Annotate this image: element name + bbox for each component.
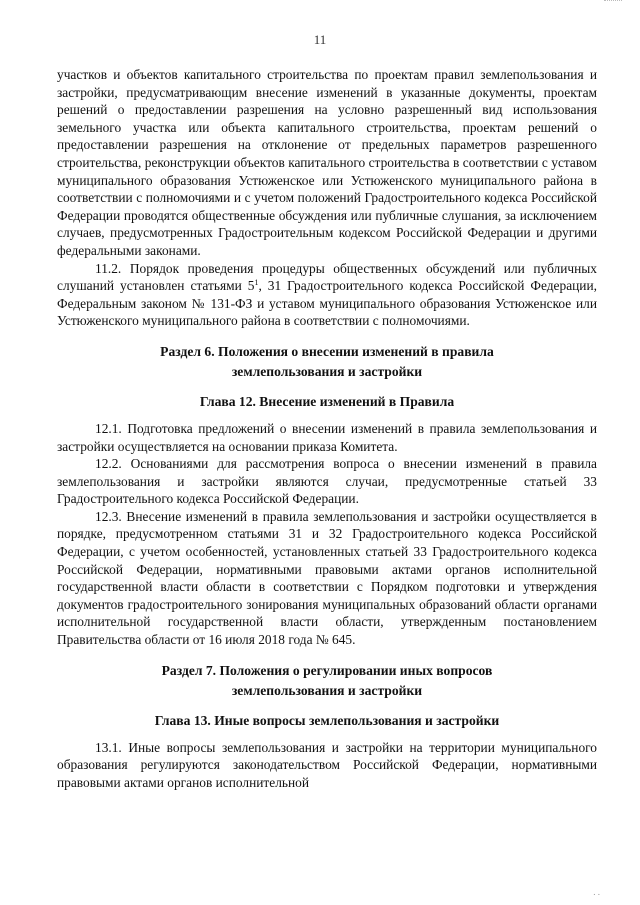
section-7-heading (57, 661, 597, 701)
paragraph-11-2 (57, 260, 597, 330)
paragraph-12-1: 12.1. Подготовка предложений о внесении изменений в правила землепользования и застройки осуществляется на основании приказа Комитета. (57, 420, 597, 454)
section-7-heading-line2: землепользования и застройки (231, 682, 423, 698)
section-6-heading (57, 342, 597, 382)
paragraph-12-3: 12.3. Внесение изменений в правила землепользования и застройки осуществляется в порядке, предусмотренном статьями 31 и 32 Градостроительного кодекса Российской Федерации, с учетом особенностей, установленных статьей 33 Градостроительного кодекса Российской Федерации, нормативными правовыми актами органов исполнительной государственной власти области в соответствии с Порядком подготовки и утверждения документов градостроительного зонирования муниципальных образований области органами исполнительной государственной власти области, утвержденным постановлением Правительства области от 16 июля 2018 года № 645. (57, 508, 597, 648)
scan-artifact-bottom: . . (593, 887, 600, 897)
superscript-mark: 1 (254, 278, 259, 288)
paragraph-11-2-text-rest: , 31 Градостроительного кодекса Российской Федерации, Федеральным законом № 131-ФЗ и уставом муниципального образования Устюженское или Устюженского муниципального района в соответствии с полномочиями. (57, 278, 597, 329)
paragraph-11-2-text: 11.2. Порядок проведения процедуры общественных обсуждений или публичных слушаний установлен статьями 5 (57, 260, 597, 294)
chapter-12-heading: Глава 12. Внесение изменений в Правила (199, 393, 455, 409)
page-number: 11 (313, 32, 327, 47)
section-6-heading-line2: землепользования и застройки (231, 363, 423, 379)
section-6-heading-line1: Раздел 6. Положения о внесении изменений в правила (160, 343, 494, 359)
paragraph-13-1: 13.1. Иные вопросы землепользования и застройки на территории муниципального образования регулируются законодательством Российской Федерации, нормативными правовыми актами органов исполнительной (57, 739, 597, 790)
scan-artifact (604, 0, 622, 4)
chapter-13-heading: Глава 13. Иные вопросы землепользования и застройки (154, 712, 500, 728)
section-7-heading-line1: Раздел 7. Положения о регулировании иных вопросов (161, 662, 493, 678)
paragraph-continuation: участков и объектов капитального строительства по проектам правил землепользования и застройки, предусматривающим внесение изменений в указанные документы, проектам решений о предоставлении разрешения на условно разрешенный вид использования земельного участка или объекта капитального строительства, проектам решений о предоставлении разрешения на отклонение от предельных параметров разрешенного строительства, реконструкции объектов капитального строительства в соответствии с уставом муниципального образования Устюженское или Устюженского муниципального района в соответствии с полномочиями и с учетом положений Градостроительного кодекса Российской Федерации проводятся общественные обсуждения или публичные слушания, за исключением случаев, предусмотренных Градостроительным кодексом Российской Федерации и другими федеральными законами. (57, 67, 597, 258)
page-body (57, 66, 597, 791)
paragraph-12-2: 12.2. Основаниями для рассмотрения вопроса о внесении изменений в правила землепользования и застройки являются случаи, предусмотренные статьей 33 Градостроительного кодекса Российской Федерации. (57, 456, 597, 507)
